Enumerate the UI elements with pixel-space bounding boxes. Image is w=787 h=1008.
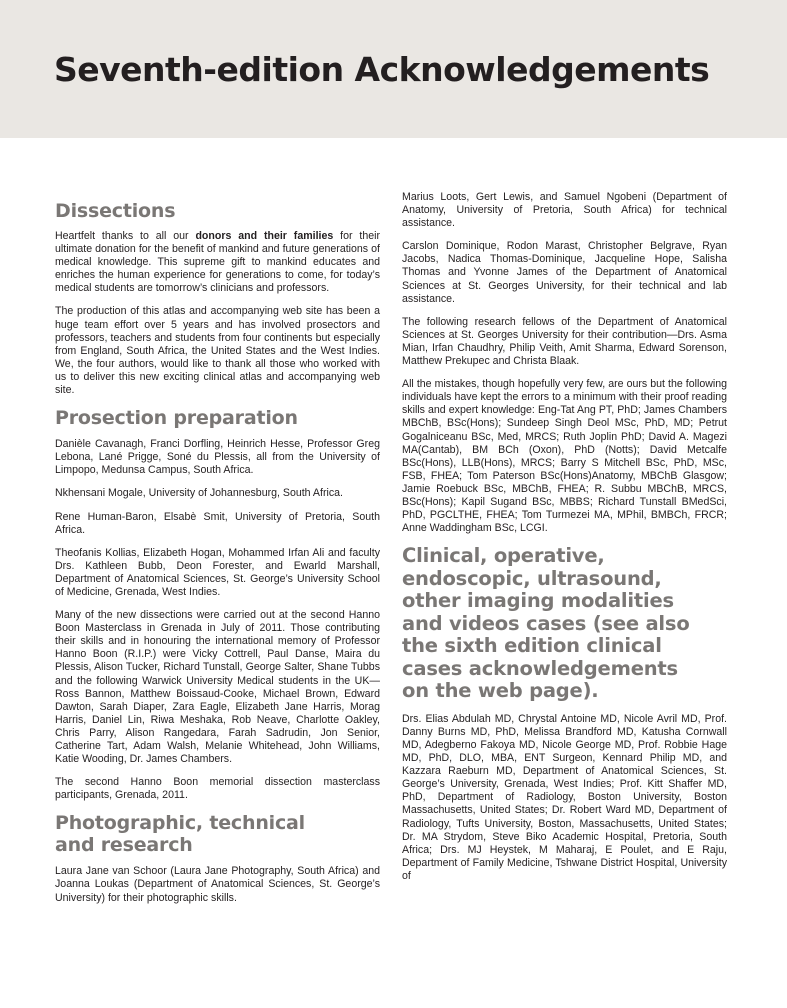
clinical-heading-line-6: cases acknowledgements xyxy=(402,656,678,680)
clinical-paragraph-1: Drs. Elias Abdulah MD, Chrystal Antoine MD, Nicole Avril MD, Prof. Danny Burns MD, PhD, Melissa Brandford MD, Katusha Cornwall MD, Adegberno Fakoya MD, Nicole George MD, Prof. Robbie Hage MD, PhD, DLO, MBA, ENT Surgeon, Kennard Philip MD, and Kazzara Raeburn MD, Department of Anatomical Sciences, St. George’s University, Grenada, West Indies; Prof. Kitt Shaffer MD, PhD, Department of Radiology, Boston University, Boston Massachusetts, United States; Dr. Robert Ward MD, Department of Radiology, Tufts University, Boston, Massachusetts, United States; Dr. MA Strydom, Steve Biko Academic Hospital, Pretoria, South Africa; Drs. MJ Heystek, M Maharaj, E Poulet, and E Raju, Department of Family Medicine, Tshwane District Hospital, University of xyxy=(402,712,727,882)
right-paragraph-3: The following research fellows of the Department of Anatomical Sciences at St. Georges University for their contribution—Drs. Asma Mian, Irfan Chaudhry, Philip Veith, Amit Sharma, Edward Sorenson, Matthew Prekupec and Christa Blaak. xyxy=(402,315,727,368)
prosection-paragraph-3: Rene Human-Baron, Elsabè Smit, University of Pretoria, South Africa. xyxy=(55,510,380,536)
section-heading-prosection: Prosection preparation xyxy=(55,407,298,430)
photographic-paragraph-1: Laura Jane van Schoor (Laura Jane Photography, South Africa) and Joanna Loukas (Department of Anatomical Sciences, St. George’s University) for their photographic skills. xyxy=(55,865,380,904)
clinical-heading-line-2: endoscopic, ultrasound, xyxy=(402,566,662,590)
prosection-paragraph-2: Nkhensani Mogale, University of Johannesburg, South Africa. xyxy=(55,487,343,500)
dissections-p1-post: for their ultimate donation for the benefit of mankind and future generations of medical knowledge. This supreme gift to mankind educates and enriches the human experience for generations to come, for today’s medical students are tomorrow’s clinicians and professors. xyxy=(55,230,380,295)
prosection-paragraph-6: The second Hanno Boon memorial dissection masterclass participants, Grenada, 2011. xyxy=(55,776,380,802)
clinical-heading-line-3: other imaging modalities xyxy=(402,589,674,613)
clinical-heading-line-7: on the web page). xyxy=(402,679,599,703)
prosection-paragraph-4: Theofanis Kollias, Elizabeth Hogan, Mohammed Irfan Ali and faculty Drs. Kathleen Bubb, Deon Forester, and Ewarld Marshall, Department of Anatomical Sciences, St. George’s University School of Medicine, Grenada, West Indies. xyxy=(55,546,380,598)
section-heading-dissections: Dissections xyxy=(55,200,176,222)
header-band xyxy=(0,0,787,138)
prosection-paragraph-1: Danièle Cavanagh, Franci Dorfling, Heinrich Hesse, Professor Greg Lebona, Lané Prigge, Soné du Plessis, all from the University of Limpopo, Medunsa Campus, South Africa. xyxy=(55,438,380,477)
dissections-paragraph-1 xyxy=(55,230,380,295)
left-column xyxy=(55,192,380,915)
right-paragraph-1: Marius Loots, Gert Lewis, and Samuel Ngobeni (Department of Anatomy, University of Pretoria, South Africa) for technical assistance. xyxy=(402,191,727,230)
prosection-paragraph-5: Many of the new dissections were carried out at the second Hanno Boon Masterclass in Grenada in July of 2011. Those contributing their skills and in honouring the international memory of Professor Hanno Boon (R.I.P.) were Vicky Cottrell, Paul Danse, Maira du Plessis, Alison Tucker, Richard Tunstall, George Salter, Shane Tubbs and the following Warwick University Medical students in the UK—Ross Bannon, Matthew Boissaud-Cooke, Michael Brown, Edward Dawton, Sarah Diaper, Zara Eagle, Elizabeth Jane Harris, Morag Harris, Daniel Lin, Riwa Meshaka, Rob Neave, Charlotte Oakley, Chris Parry, Alison Rangedara, Farah Sadrudin, Jon Senior, Catherine Tart, Adam Walsh, Melanie Whitehead, John Williams, Katie Wooding, Dr. James Chambers. xyxy=(55,609,380,766)
right-paragraph-2: Carslon Dominique, Rodon Marast, Christopher Belgrave, Ryan Jacobs, Nadica Thomas-Dominique, Jacqueline Hope, Salisha Thomas and Yvonne James of the Department of Anatomical Sciences at St. Georges University, for their technical and lab assistance. xyxy=(402,240,727,305)
section-heading-photographic xyxy=(55,812,380,856)
dissections-p1-bold: donors and their families xyxy=(195,230,334,242)
photographic-heading-line-1: Photographic, technical xyxy=(55,812,305,835)
clinical-heading-line-1: Clinical, operative, xyxy=(402,544,605,568)
right-paragraph-4: All the mistakes, though hopefully very few, are ours but the following individuals have kept the errors to a minimum with their proof reading skills and expert knowledge: Eng-Tat Ang PT, PhD; James Chambers MBChB, BSc(Hons); Sundeep Singh Deol MSc, PhD, MD; Petrut Gogalniceanu BSc, Med, MRCS; Ruth Joplin PhD; David A. Magezi MA(Cantab), BM BCh (Oxon), PhD (Notts); David Metcalfe BSc(Hons), LLB(Hons), MRCS; Barry S Mitchell BSc, PhD, MSc, FSB, FHEA; Tom Paterson BSc(Hons)Anatomy, MBChB Glasgow; Jamie Roebuck BSc, MBChB, FHEA; R. Subbu MBChB, MRCS, BSc(Hons); Kapil Sugand BSc, MBBS; Richard Tunstall BMedSci, PhD, PGCLTHE, FHEA; Tom Turmezei MA, MPhil, BMBCh, FRCR; Anne Waddingham BSc, LCGI. xyxy=(402,378,727,535)
dissections-p1-pre: Heartfelt thanks to all our xyxy=(55,230,196,242)
right-column xyxy=(402,191,727,893)
section-heading-clinical xyxy=(402,545,727,703)
clinical-heading-line-4: and videos cases (see also xyxy=(402,611,690,635)
photographic-heading-line-2: and research xyxy=(55,834,193,857)
clinical-heading-line-5: the sixth edition clinical xyxy=(402,634,662,658)
dissections-paragraph-2: The production of this atlas and accompanying web site has been a huge team effort over 5 years and has involved prosectors and professors, teachers and students from four continents but especially from England, South Africa, the United States and the West Indies. We, the four authors, would like to thank all those who worked with us to deliver this new exciting clinical atlas and accompanying web site. xyxy=(55,305,380,397)
page-title: Seventh-edition Acknowledgements xyxy=(54,50,710,89)
